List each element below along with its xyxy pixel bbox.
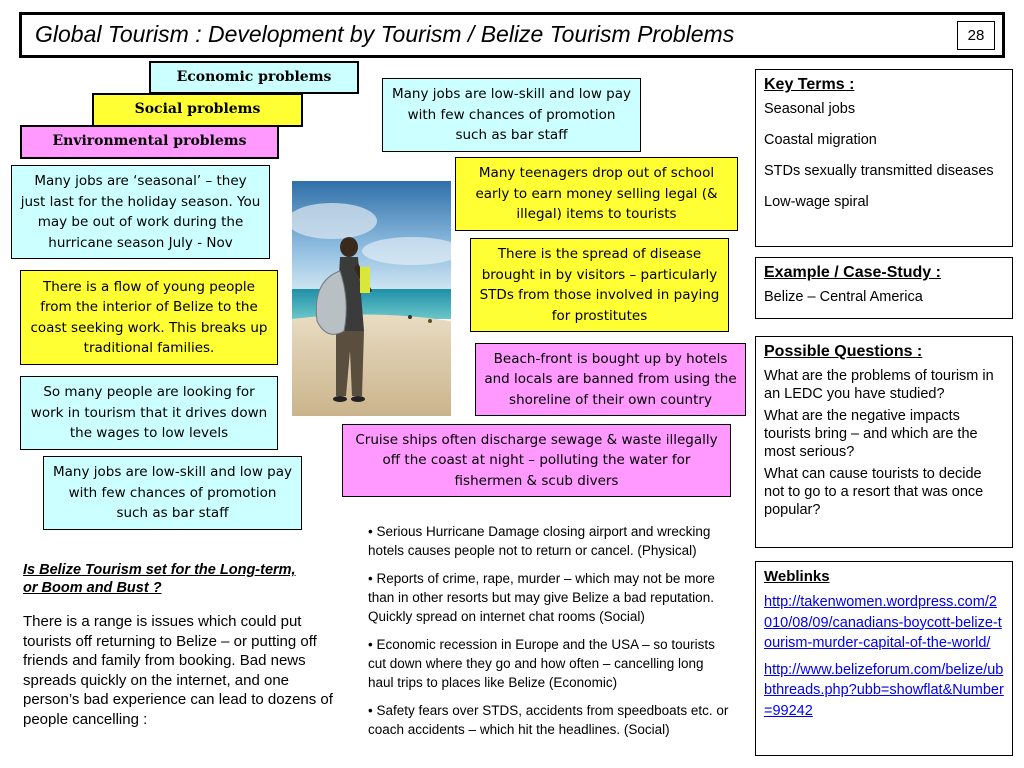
- questions-heading: Possible Questions :: [764, 343, 923, 360]
- question-item: What are the problems of tourism in an LEDC you have studied?: [764, 368, 994, 402]
- beach-vendor-photo: [292, 181, 451, 416]
- key-term: Low-wage spiral: [764, 194, 869, 210]
- question-item: What are the negative impacts tourists bring – and which are the most serious?: [764, 408, 978, 460]
- seasonal-jobs-box: Many jobs are ‘seasonal’ – they just last for the holiday season. You may be out of work during the hurricane season July - Nov: [11, 165, 270, 259]
- long-term-body: There is a range is issues which could put tourists off returning to Belize – or putting off friends and family from booking. Bad news spreads quickly on the internet, and one person’s bad experience can lead to dozens of people cancelling :: [23, 613, 333, 728]
- legend-economic: Economic problems: [149, 61, 359, 94]
- questions-panel: [755, 336, 1013, 548]
- weblink-belizeforum[interactable]: http://www.belizeforum.com/belize/ubbthreads.php?ubb=showflat&Number=99242: [764, 661, 1004, 719]
- key-terms-heading: Key Terms :: [764, 76, 855, 93]
- list-item: • Safety fears over STDS, accidents from speedboats etc. or coach accidents – which hit the headlines. (Social): [368, 703, 729, 737]
- case-study-panel: [755, 257, 1013, 319]
- cancellation-reasons-list: [368, 522, 732, 748]
- teenagers-box: Many teenagers drop out of school early to earn money selling legal (& illegal) items to tourists: [455, 157, 738, 231]
- case-study-heading: Example / Case-Study :: [764, 264, 941, 281]
- page-title: Global Tourism : Development by Tourism / Belize Tourism Problems: [35, 21, 735, 47]
- case-study-text: Belize – Central America: [764, 289, 923, 305]
- legend-social: Social problems: [92, 93, 303, 127]
- beachfront-box: Beach-front is bought up by hotels and locals are banned from using the shoreline of their own country: [475, 343, 746, 416]
- key-term: Seasonal jobs: [764, 101, 856, 117]
- long-term-heading: Is Belize Tourism set for the Long-term, or Boom and Bust ?: [23, 562, 296, 596]
- key-terms-panel: [755, 69, 1013, 247]
- disease-box: There is the spread of disease brought in by visitors – particularly STDs from those involved in paying for prostitutes: [470, 238, 729, 332]
- question-item: What can cause tourists to decide not to go to a resort that was once popular?: [764, 466, 984, 518]
- weblinks-heading: Weblinks: [764, 568, 830, 585]
- weblink-takenwomen[interactable]: http://takenwomen.wordpress.com/2010/08/09/canadians-boycott-belize-tourism-murder-capital-of-the-world/: [764, 594, 1002, 651]
- title-bar: [19, 12, 1005, 58]
- low-skill-jobs-box-left: Many jobs are low-skill and low pay with few chances of promotion such as bar staff: [43, 456, 302, 530]
- young-people-box: There is a flow of young people from the interior of Belize to the coast seeking work. This breaks up traditional families.: [20, 270, 278, 365]
- list-item: • Reports of crime, rape, murder – which may not be more than in other resorts but may give Belize a bad reputation. Quickly spread on internet chat rooms (Social): [368, 571, 715, 624]
- low-wages-box: So many people are looking for work in tourism that it drives down the wages to low levels: [20, 376, 278, 450]
- key-term: STDs sexually transmitted diseases: [764, 163, 994, 179]
- list-item: • Economic recession in Europe and the USA – so tourists cut down where they go and how often – cancelling long haul trips to places like Belize (Economic): [368, 637, 715, 690]
- weblinks-panel: [755, 561, 1013, 756]
- list-item: • Serious Hurricane Damage closing airport and wrecking hotels causes people not to return or cancel. (Physical): [368, 524, 711, 558]
- cruise-ships-box: Cruise ships often discharge sewage & waste illegally off the coast at night – polluting the water for fishermen & scub divers: [342, 424, 731, 497]
- page-number: 28: [957, 21, 995, 50]
- low-skill-jobs-box-top: Many jobs are low-skill and low pay with few chances of promotion such as bar staff: [382, 78, 641, 152]
- key-term: Coastal migration: [764, 132, 877, 148]
- legend-environmental: Environmental problems: [20, 125, 279, 159]
